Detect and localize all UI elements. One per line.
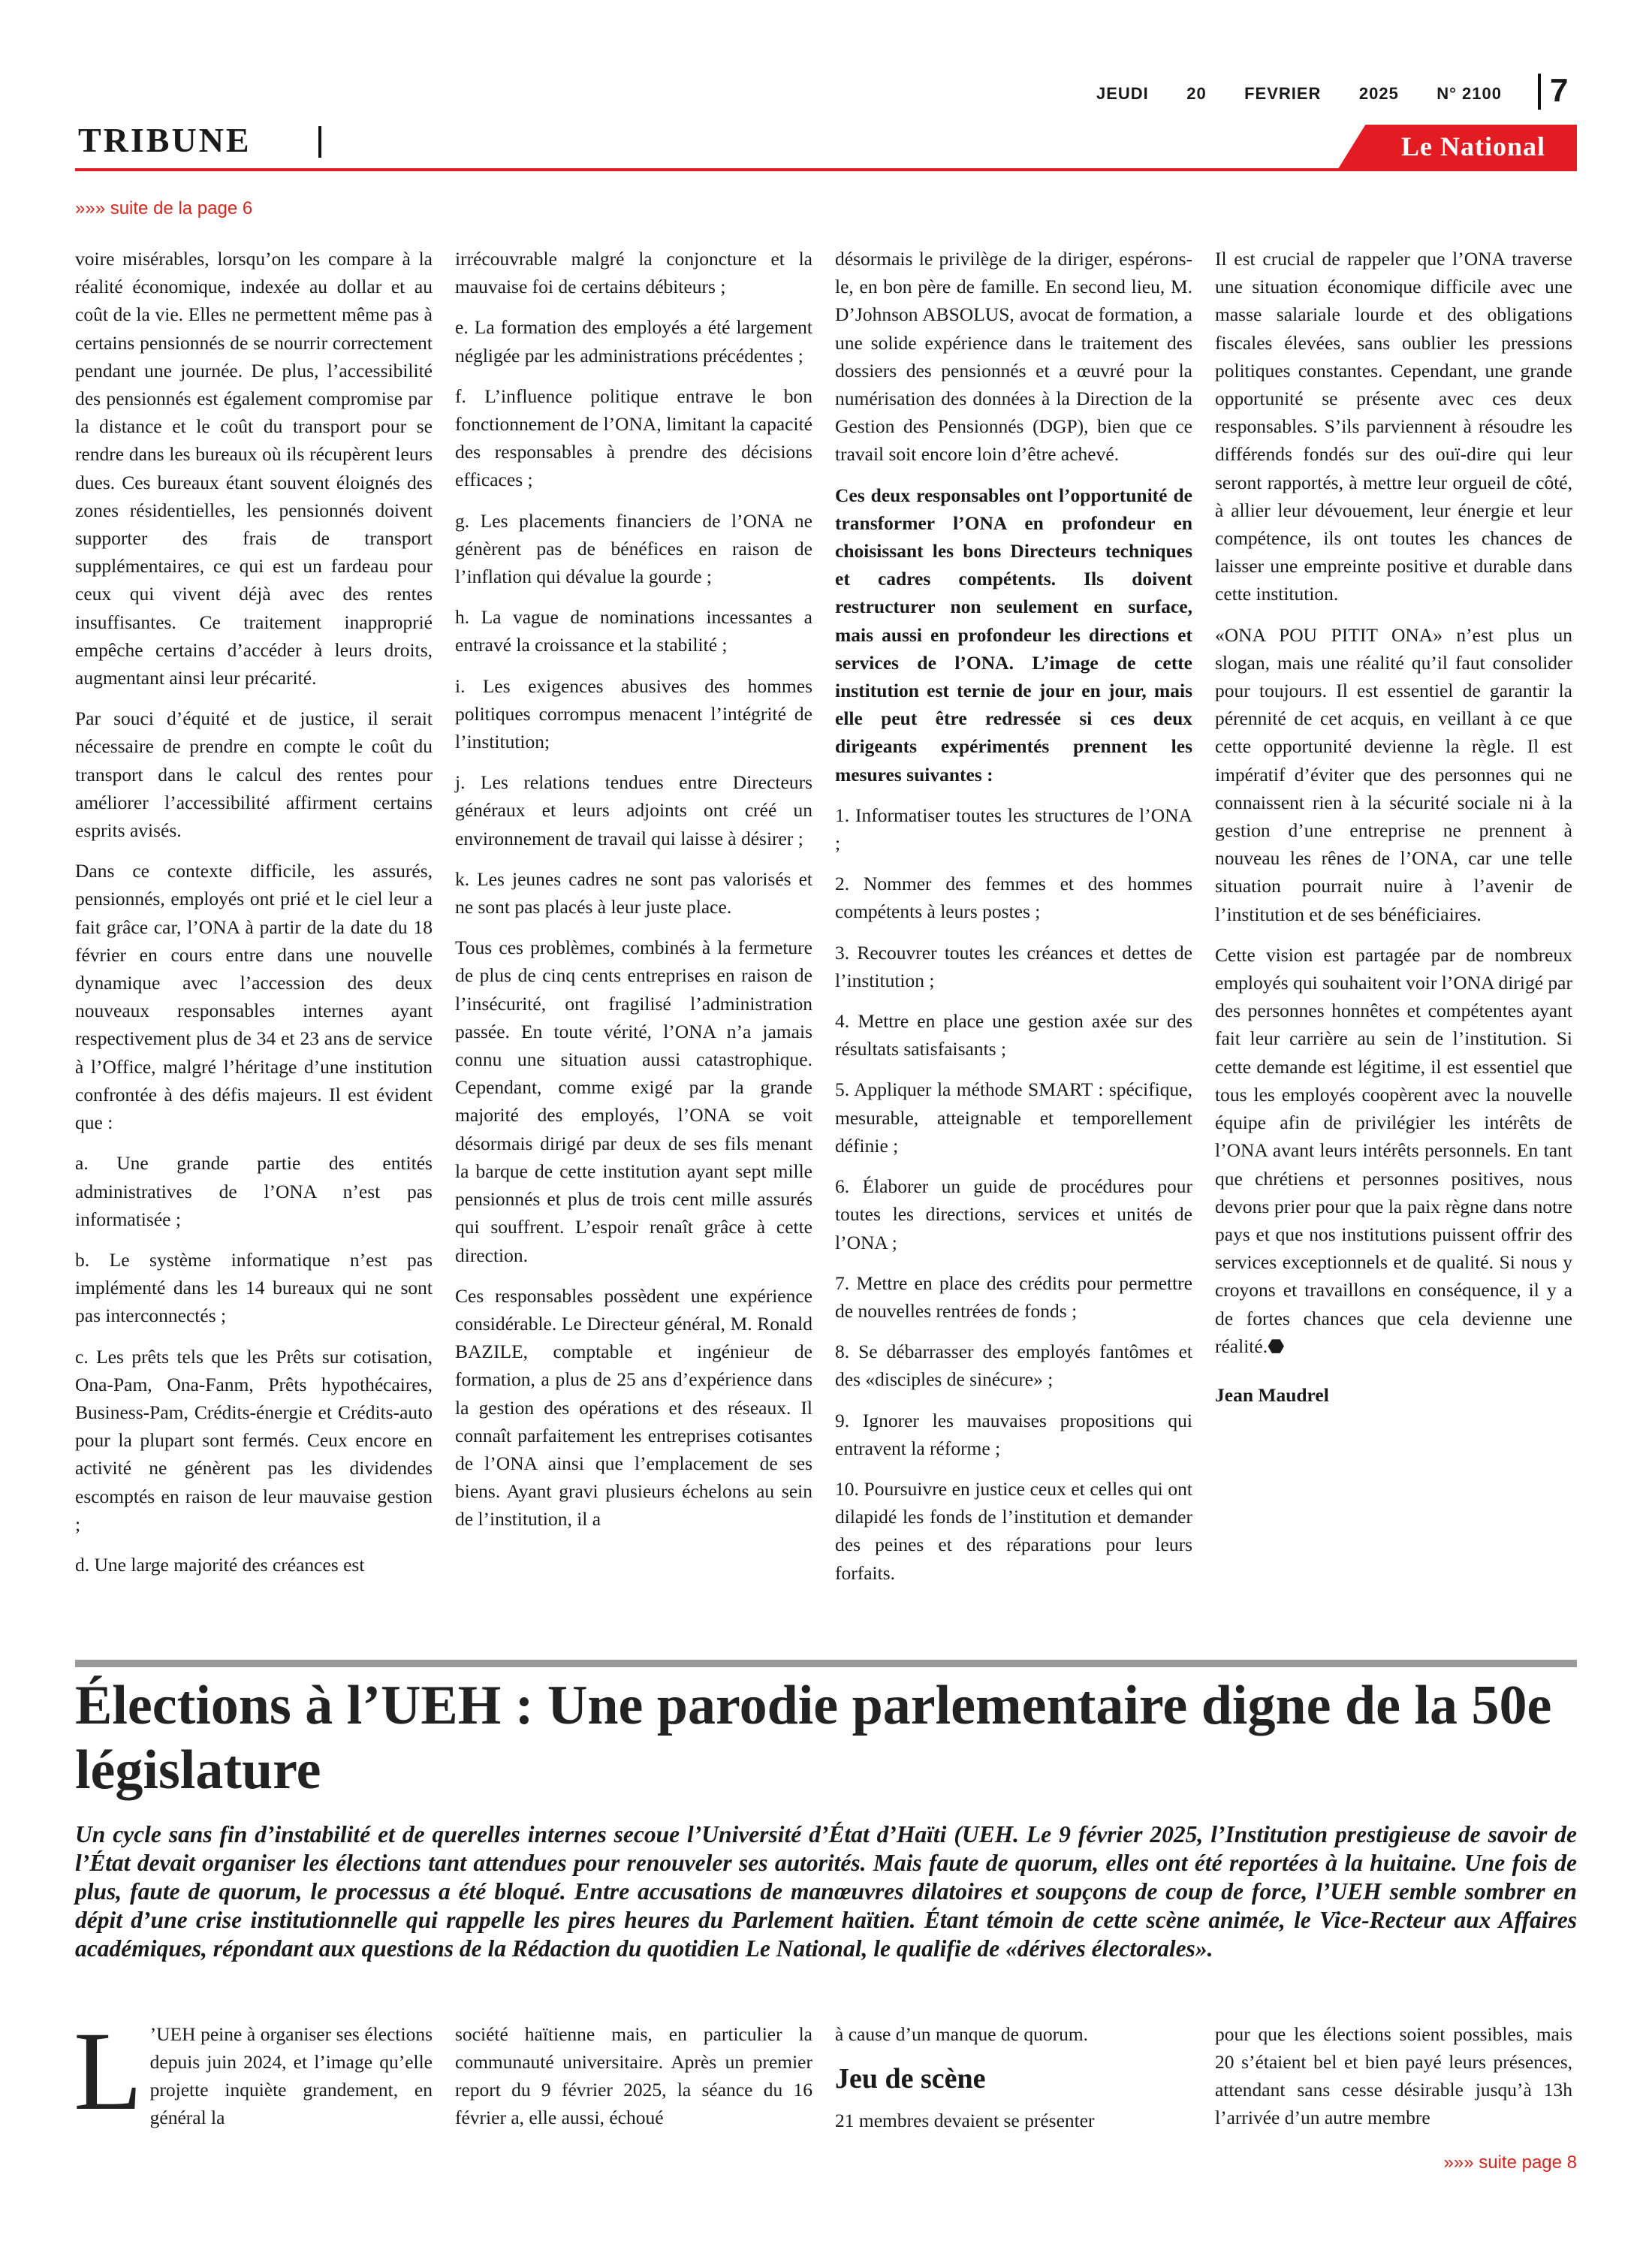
paragraph: à cause d’un manque de quorum. xyxy=(835,2023,1089,2045)
measure-item: 2. Nommer des femmes et des hommes compétents à leurs postes ; xyxy=(835,873,1192,923)
measure-item: 5. Appliquer la méthode SMART : spécifique, mesurable, atteignable et temporellement définie ; xyxy=(835,1078,1192,1157)
article1-column-1 xyxy=(75,245,433,1591)
measure-item: 1. Informatiser toutes les structures de l’ONA ; xyxy=(835,804,1192,855)
article2-column-2 xyxy=(455,2020,812,2131)
article1-column-2 xyxy=(455,245,812,1546)
issue-month: FEVRIER xyxy=(1244,84,1322,103)
paragraph: «ONA POU PITIT ONA» n’est plus un slogan, mais une réalité qu’il faut consolider pour toujours. Il est essentiel de garantir la pérennité de cet acquis, en veillant à ce que cette opportunité devienne la règle. Il est impératif d’éviter que des personnes qui ne connaissent rien à la sécurité sociale ni à la gestion d’une entreprise ne prennent à nouveau les rênes de l’ONA, car une telle situation pourrait nuire à l’avenir de l’institution et de ses bénéficiaires. xyxy=(1215,623,1572,925)
list-item: i. Les exigences abusives des hommes politiques corrompus menacent l’intégrité de l’institution; xyxy=(455,674,812,753)
paragraph: ’UEH peine à organiser ses élections depuis juin 2024, et l’image qu’elle projette inquiète grandement, en général la xyxy=(149,2023,433,2128)
paragraph: Tous ces problèmes, combinés à la fermeture de plus de cinq cents entreprises en raison de l’insécurité, ont fragilisé l’administration passée. En toute vérité, l’ONA n’a jamais connu une situation aussi catastrophique. Cependant, comme exigé par la grande majorité des employés, l’ONA se voit désormais dirigé par deux de ses fils menant la barque de cette institution ayant sept mille pensionnés et plus de trois cent mille assurés qui souffrent. L’espoir renaît grâce à cette direction. xyxy=(455,936,812,1266)
paragraph: Dans ce contexte difficile, les assurés, pensionnés, employés ont prié et le ciel leur a fait grâce car, l’ONA à partir de la date du 18 février en cours entre dans une nouvelle dynamique avec l’accession des deux nouveaux responsables internes ayant respectivement plus de 34 et 23 ans de service à l’Office, malgré l’héritage d’une institution confrontée à des défis majeurs. Il est évident que : xyxy=(75,860,433,1134)
article2-column-1 xyxy=(74,2009,433,2134)
continued-from-link[interactable]: »»» suite de la page 6 xyxy=(75,198,253,219)
list-item: f. L’influence politique entrave le bon fonctionnement de l’ONA, limitant la capacité des responsables à prendre des décisions efficaces ; xyxy=(455,385,812,491)
list-item: b. Le système informatique n’est pas implémenté dans les 14 bureaux qui ne sont pas interconnectés ; xyxy=(75,1248,433,1327)
article2-column-4 xyxy=(1215,2020,1572,2131)
measure-item: 6. Élaborer un guide de procédures pour toutes les directions, services et unités de l’ONA ; xyxy=(835,1175,1192,1253)
page-number-divider xyxy=(1538,74,1541,110)
list-item: irrécouvrable malgré la conjoncture et la mauvaise foi de certains débiteurs ; xyxy=(455,248,812,298)
drop-cap: L xyxy=(74,2009,143,2134)
paragraph xyxy=(1215,941,1572,1360)
paragraph-text: Cette vision est partagée par de nombreux employés qui souhaitent voir l’ONA dirigé par des personnes honnêtes et compétentes ayant fait leur carrière au sein de l’institution. Si cette demande est légitime, il est essentiel que tous les employés coopèrent avec la nouvelle équipe afin de privilégier les intérêts de l’ONA avant leurs intérêts personnels. En tant que chrétiens et personnes positives, nous devons prier pour que la paix règne dans notre pays et que nos institutions puissent offrir des services exceptionnels et de qualité. Si nous y croyons et travaillons en conséquence, il y a de fortes chances que cela devienne une réalité. xyxy=(1215,943,1572,1357)
article2-headline: Élections à l’UEH : Une parodie parlementaire digne de la 50e législature xyxy=(75,1675,1552,1801)
article-divider xyxy=(75,1660,1577,1667)
list-item: h. La vague de nominations incessantes a entravé la croissance et la stabilité ; xyxy=(455,606,812,656)
issue-date: 20 xyxy=(1186,84,1207,103)
end-mark-icon: ⬣ xyxy=(1268,1335,1285,1357)
section-divider xyxy=(318,126,321,158)
list-item: d. Une large majorité des créances est xyxy=(75,1553,365,1576)
issue-day: JEUDI xyxy=(1096,84,1149,103)
paragraph: société haïtienne mais, en particulier la communauté universitaire. Après un premier report du 9 février 2025, la séance du 16 février a, elle aussi, échoué xyxy=(455,2023,812,2128)
paragraph: Ces responsables possèdent une expérience considérable. Le Directeur général, M. Ronald BAZILE, comptable et ingénieur de formation, a plus de 25 ans d’expérience dans la gestion des opérations et des réseaux. Il connaît parfaitement les entreprises cotisantes de l’ONA ainsi que l’emplacement de ses biens. Ayant gravi plusieurs échelons au sein de l’institution, il a xyxy=(455,1284,812,1531)
list-item: e. La formation des employés a été largement négligée par les administrations précédentes ; xyxy=(455,316,812,366)
paragraph: Il est crucial de rappeler que l’ONA traverse une situation économique difficile avec une masse salariale lourde et des obligations fiscales élevées, sans oublier les pressions politiques constantes. Cependant, une grande opportunité se présente avec ces deux responsables. S’ils parviennent à résoudre les différends fondés sur des ouï-dire qui leur seront rapportés, à mettre leur orgueil de côté, à allier leur dévouement, leur énergie et leur compétence, ils ont toutes les chances de laisser une empreinte positive et durable dans cette institution. xyxy=(1215,248,1572,605)
author-byline: Jean Maudrel xyxy=(1215,1383,1329,1406)
paragraph: pour que les élections soient possibles, mais 20 s’étaient bel et bien payé leurs présences, attendant sans cesse désirable jusqu’à 13h l’arrivée d’un autre membre xyxy=(1215,2023,1572,2128)
measure-item: 9. Ignorer les mauvaises propositions qui entravent la réforme ; xyxy=(835,1409,1192,1459)
page-number: 7 xyxy=(1550,72,1569,109)
article2-lede: Un cycle sans fin d’instabilité et de querelles internes secoue l’Université d’État d’Haïti (UEH. Le 9 février 2025, l’Institution prestigieuse de savoir de l’État devait organiser les élections tant attendues pour renouveler ses autorités. Mais faute de quorum, elles ont été reportées à la huitaine. Une fois de plus, faute de quorum, le processus a été bloqué. Entre accusations de manœuvres dilatoires et soupçons de coup de force, l’UEH semble sombrer en dépit d’une crise institutionnelle qui rappelle les pires heures du Parlement haïtien. Étant témoin de cette scène animée, le Vice-Recteur aux Affaires académiques, répondant aux questions de la Rédaction du quotidien Le National, le qualifie de «dérives électorales». xyxy=(75,1821,1577,1962)
measure-item: 7. Mettre en place des crédits pour permettre de nouvelles rentrées de fonds ; xyxy=(835,1271,1192,1322)
measure-item: 10. Poursuivre en justice ceux et celles qui ont dilapidé les fonds de l’institution et demander des peines et des réparations pour leurs forfaits. xyxy=(835,1477,1192,1584)
continued-on-link[interactable]: »»» suite page 8 xyxy=(1443,2152,1577,2173)
list-item: k. Les jeunes cadres ne sont pas valorisés et ne sont pas placés à leur juste place. xyxy=(455,867,812,918)
subheading: Jeu de scène xyxy=(835,2063,986,2095)
list-item: a. Une grande partie des entités administratives de l’ONA n’est pas informatisée ; xyxy=(75,1152,433,1230)
issue-number: N° 2100 xyxy=(1436,84,1502,103)
measure-item: 8. Se débarrasser des employés fantômes et des «disciples de sinécure» ; xyxy=(835,1341,1192,1391)
issue-year: 2025 xyxy=(1358,84,1399,103)
measure-item: 4. Mettre en place une gestion axée sur des résultats satisfaisants ; xyxy=(835,1010,1192,1060)
paragraph: désormais le privilège de la diriger, espérons-le, en bon père de famille. En second lieu, M. D’Johnson ABSOLUS, avocat de formation, a une solide expérience dans le traitement des dossiers des pensionnés et a œuvré pour la numérisation des données à la Direction de la Gestion des Pensionnés (DGP), bien que ce travail soit encore loin d’être achevé. xyxy=(835,248,1192,466)
section-label: TRIBUNE xyxy=(78,121,252,159)
list-item: g. Les placements financiers de l’ONA ne génèrent pas de bénéfices en raison de l’inflation qui dévalue la gourde ; xyxy=(455,509,812,588)
paragraph: voire misérables, lorsqu’on les compare à la réalité économique, indexée au dollar et au coût de la vie. Elles ne permettent même pas à certains pensionnés de se nourrir correctement pendant une journée. De plus, l’accessibilité des pensionnés est également compromise par la distance et le coût du transport pour se rendre dans les bureaux où ils récupèrent leurs dues. Ces bureaux étant souvent éloignés des zones résidentielles, les pensionnés doivent supporter des frais de transport supplémentaires, ce qui est un fardeau pour ceux qui vivent déjà avec des rentes insuffisantes. Ce traitement inapproprié empêche certains d’accéder à leurs droits, augmentant ainsi leur précarité. xyxy=(75,248,433,689)
article2-column-3 xyxy=(835,2020,1192,2134)
measure-item: 3. Recouvrer toutes les créances et dettes de l’institution ; xyxy=(835,941,1192,991)
paragraph: 21 membres devaient se présenter xyxy=(835,2110,1095,2131)
list-item: j. Les relations tendues entre Directeurs généraux et leurs adjoints ont créé un environnement de travail qui laisse à désirer ; xyxy=(455,771,812,849)
bold-paragraph: Ces deux responsables ont l’opportunité de transformer l’ONA en profondeur en choisissant les bons Directeurs techniques et cadres compétents. Ils doivent restructurer non seulement en surface, mais aussi en profondeur les directions et services de l’ONA. L’image de cette institution est ternie de jour en jour, mais elle peut être redressée si ces deux dirigeants expérimentés prennent les mesures suivantes : xyxy=(835,484,1192,786)
issue-date-line xyxy=(1096,84,1502,104)
article1-column-3 xyxy=(835,245,1192,1600)
article1-column-4 xyxy=(1215,245,1572,1422)
brand-name: Le National xyxy=(1400,131,1545,161)
list-item: c. Les prêts tels que les Prêts sur cotisation, Ona-Pam, Ona-Fanm, Prêts hypothécaires, Business-Pam, Crédits-énergie et Crédits-auto pour la plupart sont fermés. Ceux encore en activité ne génèrent pas les dividendes escomptés en raison de leur mauvaise gestion ; xyxy=(75,1345,433,1535)
paragraph: Par souci d’équité et de justice, il serait nécessaire de prendre en compte le coût du transport dans le calcul des rentes pour améliorer l’accessibilité affirment certains esprits avisés. xyxy=(75,707,433,842)
